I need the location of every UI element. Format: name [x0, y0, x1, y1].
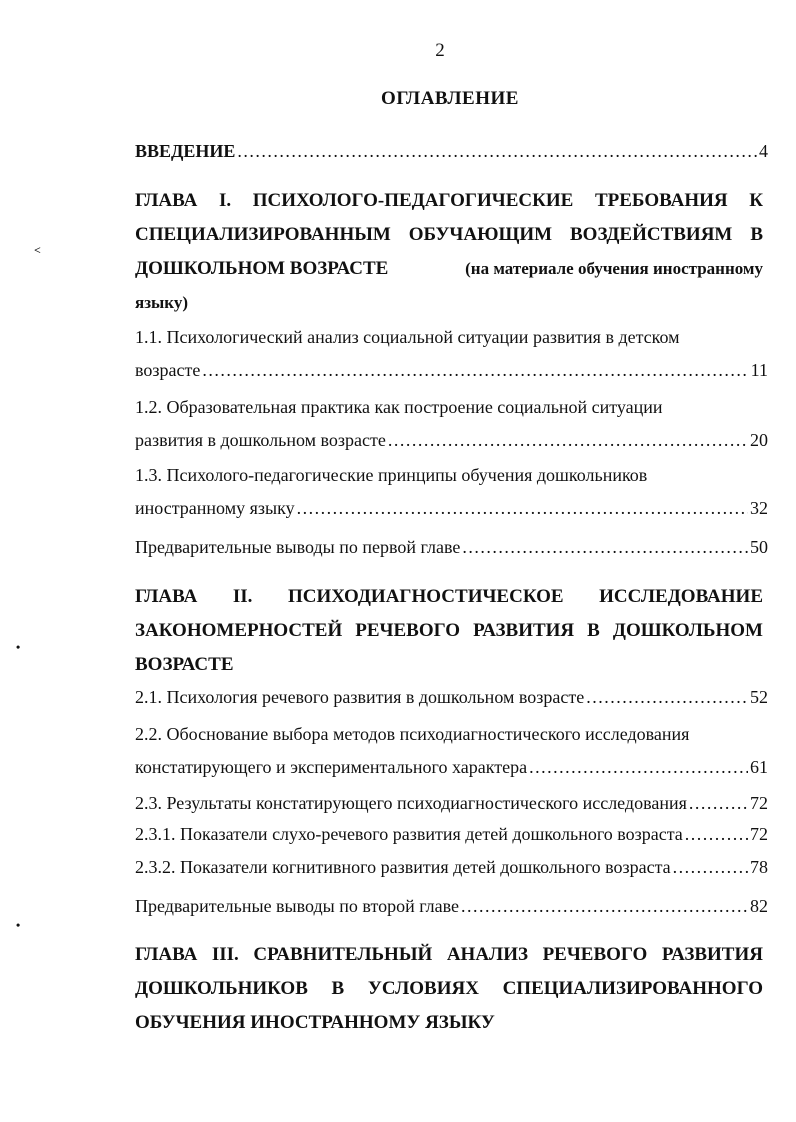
ch3-word: III.	[211, 944, 239, 965]
toc-entry-2-1[interactable]	[135, 686, 768, 708]
ch2-word: ИССЛЕДОВАНИЕ	[599, 586, 763, 607]
intro-label: ВВЕДЕНИЕ	[135, 141, 236, 161]
summary-page: 50	[750, 537, 768, 557]
dot-leader	[202, 359, 748, 381]
section-title-line: 2.3. Результаты констатирующего психодиагностического исследования	[135, 793, 687, 813]
toc-entry-2-3-2[interactable]	[135, 856, 768, 878]
ch2-word: II.	[232, 586, 253, 607]
toc-entry-summary-2[interactable]	[135, 895, 768, 917]
toc-entry-2-3-1[interactable]	[135, 823, 768, 845]
ch3-word: УСЛОВИЯХ	[367, 978, 479, 999]
ch1-word: К	[749, 190, 763, 211]
chapter-3-heading	[135, 938, 763, 1040]
section-page: 72	[750, 824, 768, 844]
toc-title: ОГЛАВЛЕНИЕ	[381, 88, 519, 109]
section-page: 78	[750, 857, 768, 877]
toc-entry-1-2[interactable]	[135, 396, 768, 451]
summary-label: Предварительные выводы по второй главе	[135, 896, 460, 916]
section-title-line: констатирующего и экспериментального характера	[135, 757, 528, 777]
toc-entry-2-2[interactable]	[135, 723, 768, 778]
section-title-line: развития в дошкольном возрасте	[135, 430, 386, 450]
toc-entry-2-3[interactable]	[135, 792, 768, 814]
ch1-word: I.	[218, 190, 232, 211]
ch1-line3-main: ДОШКОЛЬНОМ ВОЗРАСТЕ	[135, 258, 389, 279]
section-title-line: 1.3. Психолого-педагогические принципы обучения дошкольников	[135, 465, 648, 485]
dot-leader	[685, 823, 748, 845]
toc-entry-1-3[interactable]	[135, 464, 768, 519]
section-page: 72	[750, 793, 768, 813]
summary-page: 82	[750, 896, 768, 916]
ch2-word: ЗАКОНОМЕРНОСТЕЙ	[135, 620, 343, 641]
dot-leader	[462, 536, 748, 558]
dot-leader	[237, 140, 757, 162]
ch3-line3: ОБУЧЕНИЯ ИНОСТРАННОМУ ЯЗЫКУ	[135, 1012, 495, 1033]
chapter-1-heading	[135, 184, 763, 320]
ch1-word: ГЛАВА	[135, 190, 198, 211]
ch1-word: ОБУЧАЮЩИМ	[408, 224, 553, 245]
ch1-word: В	[750, 224, 763, 245]
scan-speck: •	[16, 640, 21, 654]
scan-speck: ˂	[34, 243, 41, 257]
toc-entry-summary-1[interactable]	[135, 536, 768, 558]
intro-page: 4	[759, 141, 768, 161]
dot-leader	[673, 856, 748, 878]
ch2-word: ДОШКОЛЬНОМ	[612, 620, 763, 641]
ch3-word: РЕЧЕВОГО	[542, 944, 648, 965]
section-page: 61	[750, 757, 768, 777]
dot-leader	[689, 792, 748, 814]
ch1-word: ПСИХОЛОГО-ПЕДАГОГИЧЕСКИЕ	[252, 190, 574, 211]
ch1-word: СПЕЦИАЛИЗИРОВАННЫМ	[135, 224, 391, 245]
section-title-line: 2.3.1. Показатели слухо-речевого развития детей дошкольного возраста	[135, 824, 683, 844]
summary-label: Предварительные выводы по первой главе	[135, 537, 461, 557]
ch3-word: РАЗВИТИЯ	[661, 944, 763, 965]
scan-speck: •	[16, 918, 21, 932]
dot-leader	[529, 756, 748, 778]
ch2-word: ПСИХОДИАГНОСТИЧЕСКОЕ	[287, 586, 564, 607]
ch1-line4: языку)	[135, 293, 189, 312]
ch3-word: АНАЛИЗ	[446, 944, 529, 965]
section-title-line: 1.2. Образовательная практика как построение социальной ситуации	[135, 397, 663, 417]
section-title-line: 2.1. Психология речевого развития в дошкольном возрасте	[135, 687, 585, 707]
section-page: 32	[750, 498, 768, 518]
ch2-word: В	[587, 620, 600, 641]
ch1-word: ТРЕБОВАНИЯ	[594, 190, 728, 211]
section-title-line: 2.2. Обоснование выбора методов психодиагностического исследования	[135, 724, 690, 744]
dot-leader	[388, 429, 748, 451]
ch3-word: СПЕЦИАЛИЗИРОВАННОГО	[502, 978, 763, 999]
section-page: 52	[750, 687, 768, 707]
ch3-word: В	[331, 978, 345, 999]
section-title-line: 2.3.2. Показатели когнитивного развития детей дошкольного возраста	[135, 857, 671, 877]
dot-leader	[297, 497, 748, 519]
section-page: 20	[750, 430, 768, 450]
ch2-word: ГЛАВА	[135, 586, 198, 607]
ch2-word: РАЗВИТИЯ	[473, 620, 575, 641]
toc-entry-intro[interactable]	[135, 140, 768, 162]
ch1-word: ВОЗДЕЙСТВИЯМ	[570, 224, 733, 245]
chapter-2-heading	[135, 580, 763, 682]
ch3-word: ГЛАВА	[135, 944, 198, 965]
ch1-line3-sub: (на материале обучения иностранному	[465, 259, 763, 278]
section-title-line: возрасте	[135, 360, 201, 380]
section-page: 11	[750, 360, 768, 380]
section-title-line: иностранному языку	[135, 498, 295, 518]
ch2-word: РЕЧЕВОГО	[355, 620, 461, 641]
dot-leader	[461, 895, 748, 917]
section-title-line: 1.1. Психологический анализ социальной ситуации развития в детском	[135, 327, 680, 347]
ch3-word: СРАВНИТЕЛЬНЫЙ	[253, 944, 433, 965]
dot-leader	[586, 686, 748, 708]
toc-entry-1-1[interactable]	[135, 326, 768, 381]
ch3-word: ДОШКОЛЬНИКОВ	[135, 978, 308, 999]
ch2-line3: ВОЗРАСТЕ	[135, 654, 234, 675]
page-number: 2	[435, 40, 445, 61]
